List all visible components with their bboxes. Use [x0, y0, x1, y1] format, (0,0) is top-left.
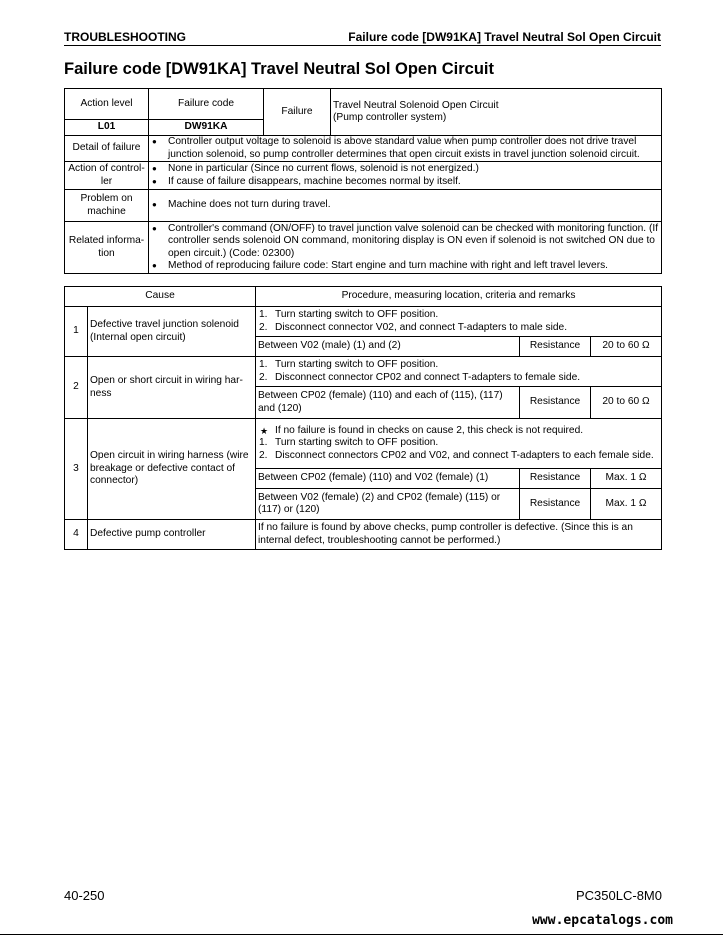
action-level-header: Action level: [65, 89, 149, 120]
cause-text: Open circuit in wiring harness (wire breakage or defective contact of connector): [88, 419, 256, 520]
step-item: 2. Disconnect connector V02, and connect T-adapters to male side.: [258, 322, 659, 335]
failure-code-value: DW91KA: [149, 120, 264, 136]
measurement-value: 20 to 60 Ω: [591, 387, 662, 419]
page-title: Failure code [DW91KA] Travel Neutral Sol Open Circuit: [64, 60, 495, 78]
related-label: Related informa-tion: [65, 222, 149, 274]
measurement-item: Resistance: [520, 337, 591, 357]
cause-table: [64, 286, 662, 550]
measurement-item: Resistance: [520, 489, 591, 520]
note-item: ★ If no failure is found in checks on cause 2, this check is not required.: [258, 425, 659, 438]
step-item: 2. Disconnect connector CP02 and connect T-adapters to female side.: [258, 372, 659, 385]
failure-description: Travel Neutral Solenoid Open Circuit (Pump controller system): [331, 89, 662, 136]
step-item: 1. Turn starting switch to OFF position.: [258, 437, 659, 450]
procedure-column-header: Procedure, measuring location, criteria and remarks: [256, 287, 662, 307]
action-level-value: L01: [65, 120, 149, 136]
running-header: [64, 29, 661, 46]
measurement-value: 20 to 60 Ω: [591, 337, 662, 357]
step-item: 2. Disconnect connectors CP02 and V02, and connect T-adapters to each female side.: [258, 450, 659, 463]
cause-number: 4: [65, 520, 88, 550]
detail-value: [149, 136, 662, 162]
measurement-location: Between V02 (male) (1) and (2): [256, 337, 520, 357]
procedure-steps: [256, 307, 662, 337]
watermark: www.epcatalogs.com: [532, 913, 673, 928]
bullet-item: ● Machine does not turn during travel.: [151, 199, 659, 212]
measurement-item: Resistance: [520, 387, 591, 419]
action-label: Action of control-ler: [65, 162, 149, 190]
bullet-item: ● Method of reproducing failure code: Start engine and turn machine with right and left travel levers.: [151, 260, 659, 273]
procedure-text: If no failure is found by above checks, pump controller is defective. (Since this is an internal defect, troubleshooting cannot be performed.): [256, 520, 662, 550]
cause-number: 3: [65, 419, 88, 520]
cause-column-header: Cause: [65, 287, 256, 307]
action-value: [149, 162, 662, 190]
failure-code-header: Failure code: [149, 89, 264, 120]
cause-number: 2: [65, 357, 88, 419]
bullet-item: ● None in particular (Since no current flows, solenoid is not energized.): [151, 163, 659, 176]
bullet-item: ● Controller's command (ON/OFF) to travel junction valve solenoid can be checked with monitoring function. (If controller sends solenoid ON command, monitoring display is ON even if solenoid is not switched ON due to open circuit.) (Code: 02300): [151, 223, 659, 261]
step-item: 1. Turn starting switch to OFF position.: [258, 359, 659, 372]
step-item: 1. Turn starting switch to OFF position.: [258, 309, 659, 322]
failure-info-table: [64, 88, 662, 274]
cause-text: Open or short circuit in wiring har-ness: [88, 357, 256, 419]
cause-number: 1: [65, 307, 88, 357]
problem-label: Problem on machine: [65, 190, 149, 222]
measurement-value: Max. 1 Ω: [591, 469, 662, 489]
section-name: TROUBLESHOOTING: [64, 30, 186, 44]
bullet-item: ● Controller output voltage to solenoid is above standard value when pump controller does not drive travel junction solenoid, so pump controller determines that open circuit exists in travel junction solenoid circuit.: [151, 136, 659, 161]
bottom-rule: [0, 934, 723, 935]
measurement-location: Between CP02 (female) (110) and V02 (female) (1): [256, 469, 520, 489]
bullet-item: ● If cause of failure disappears, machine becomes normal by itself.: [151, 176, 659, 189]
failure-header: Failure: [264, 89, 331, 136]
cause-text: Defective travel junction solenoid (Internal open circuit): [88, 307, 256, 357]
model-number: PC350LC-8M0: [576, 888, 662, 903]
procedure-steps: [256, 419, 662, 469]
page-number: 40-250: [64, 888, 105, 903]
header-title: Failure code [DW91KA] Travel Neutral Sol Open Circuit: [348, 30, 661, 44]
measurement-location: Between V02 (female) (2) and CP02 (female) (115) or (117) or (120): [256, 489, 520, 520]
related-value: [149, 222, 662, 274]
procedure-steps: [256, 357, 662, 387]
measurement-location: Between CP02 (female) (110) and each of (115), (117) and (120): [256, 387, 520, 419]
problem-value: [149, 190, 662, 222]
detail-label: Detail of failure: [65, 136, 149, 162]
measurement-item: Resistance: [520, 469, 591, 489]
cause-text: Defective pump controller: [88, 520, 256, 550]
measurement-value: Max. 1 Ω: [591, 489, 662, 520]
